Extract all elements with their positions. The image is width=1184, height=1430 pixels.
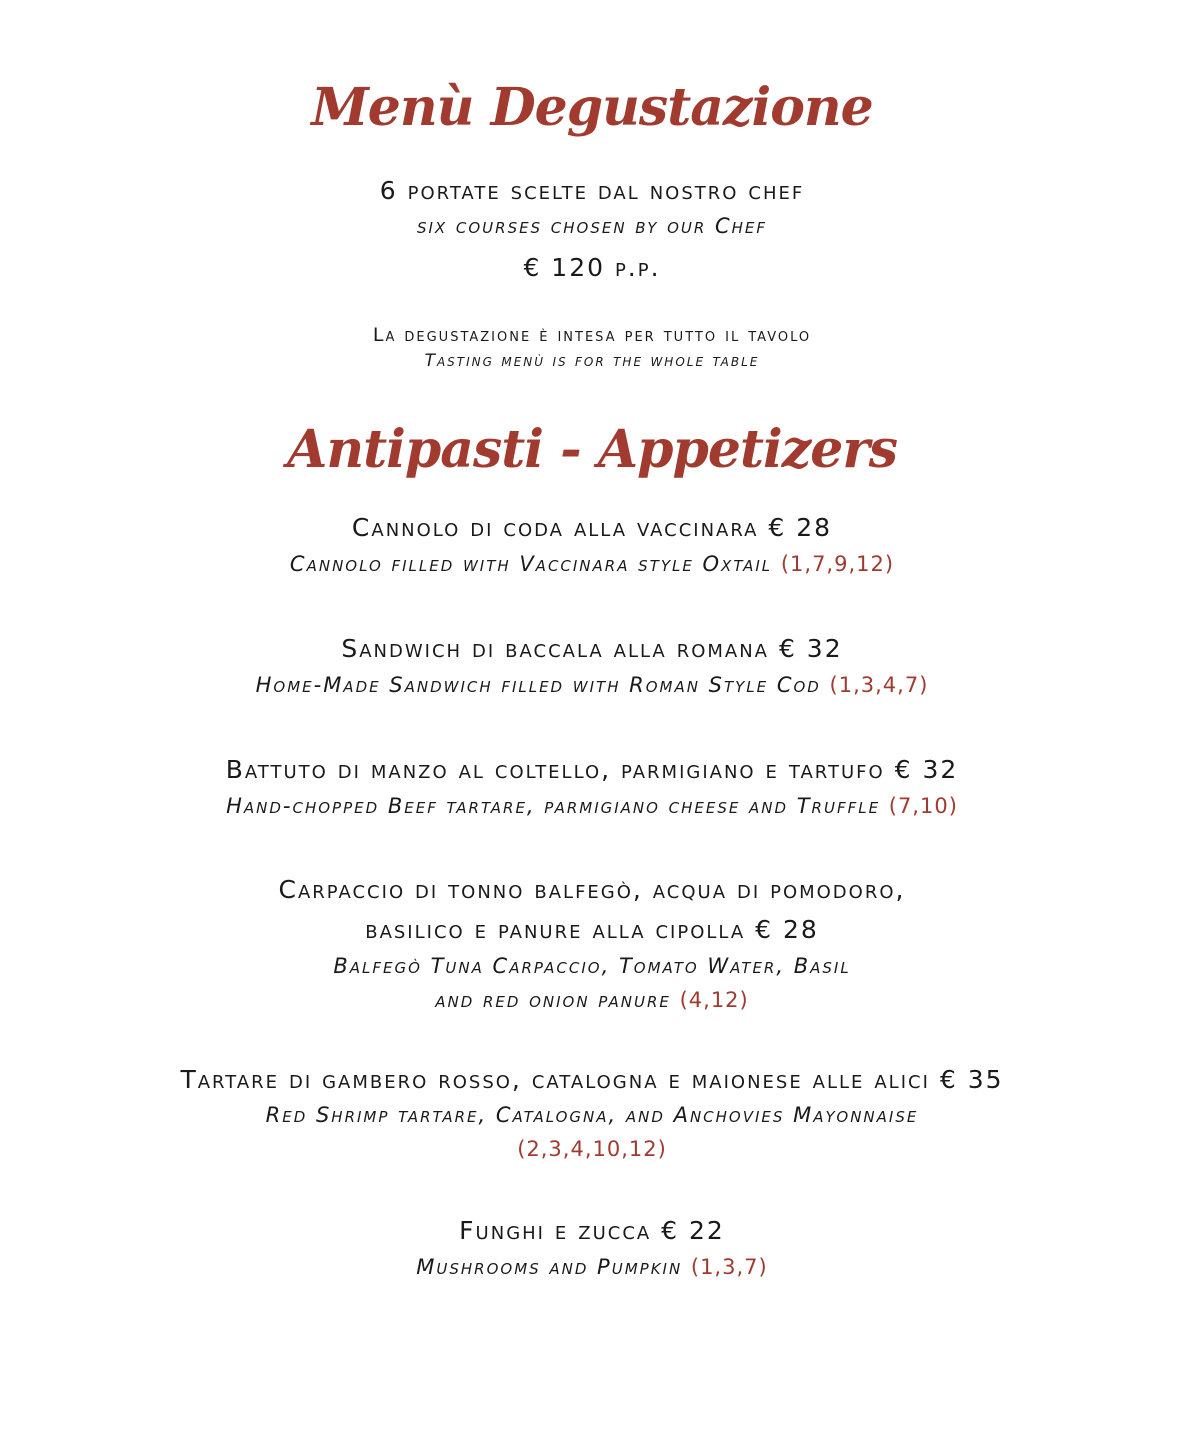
menu-item-description-text: Hand-chopped Beef tartare, parmigiano cheese and Truffle [226, 794, 881, 818]
menu-item-description-text: Cannolo filled with Vaccinara style Oxtail [289, 552, 773, 576]
allergens-label: (1,3,4,7) [829, 673, 929, 697]
menu-item-allergens [0, 1135, 1184, 1163]
allergens-label: (2,3,4,10,12) [517, 1137, 667, 1161]
menu-item-description [0, 671, 1184, 699]
tasting-menu-title: Menù Degustazione [311, 77, 873, 138]
menu-item-name: Battuto di manzo al coltello, parmigiano e tartufo € 32 [225, 755, 959, 784]
menu-item-description-text: Mushrooms and Pumpkin [416, 1255, 683, 1279]
appetizers-title: Antipasti - Appetizers [286, 419, 898, 480]
menu-item-name: Cannolo di coda alla vaccinara € 28 [351, 513, 833, 542]
tasting-courses-it: 6 portate scelte dal nostro chef [379, 176, 805, 205]
menu-item-description [0, 550, 1184, 578]
menu-item-description-line1: Balfegò Tuna Carpaccio, Tomato Water, Basil [333, 954, 851, 978]
allergens-label: (4,12) [679, 988, 749, 1012]
menu-item-description-text: Home-Made Sandwich filled with Roman Style Cod [255, 673, 821, 697]
tasting-note-en: Tasting menù is for the whole table [424, 351, 760, 371]
tasting-price: € 120 p.p. [523, 253, 661, 282]
menu-item-name: Funghi e zucca € 22 [459, 1216, 725, 1245]
menu-item-description [0, 1253, 1184, 1281]
allergens-label: (7,10) [888, 794, 958, 818]
allergens-label: (1,3,7) [690, 1255, 768, 1279]
tasting-courses-en: six courses chosen by our Chef [416, 214, 768, 238]
menu-item-description-text: and red onion panure [435, 988, 671, 1012]
menu-item-description-line2 [0, 986, 1184, 1014]
menu-item-name: Tartare di gambero rosso, catalogna e maionese alle alici € 35 [180, 1065, 1004, 1094]
menu-item-name-line2: basilico e panure alla cipolla € 28 [365, 915, 819, 944]
allergens-label: (1,7,9,12) [780, 552, 895, 576]
menu-item-name: Sandwich di baccala alla romana € 32 [341, 634, 843, 663]
menu-item-name-line1: Carpaccio di tonno balfegò, acqua di pomodoro, [278, 875, 906, 904]
tasting-note-it: La degustazione è intesa per tutto il tavolo [372, 324, 812, 346]
menu-item-description [0, 792, 1184, 820]
menu-item-description: Red Shrimp tartare, Catalogna, and Anchovies Mayonnaise [265, 1103, 919, 1127]
